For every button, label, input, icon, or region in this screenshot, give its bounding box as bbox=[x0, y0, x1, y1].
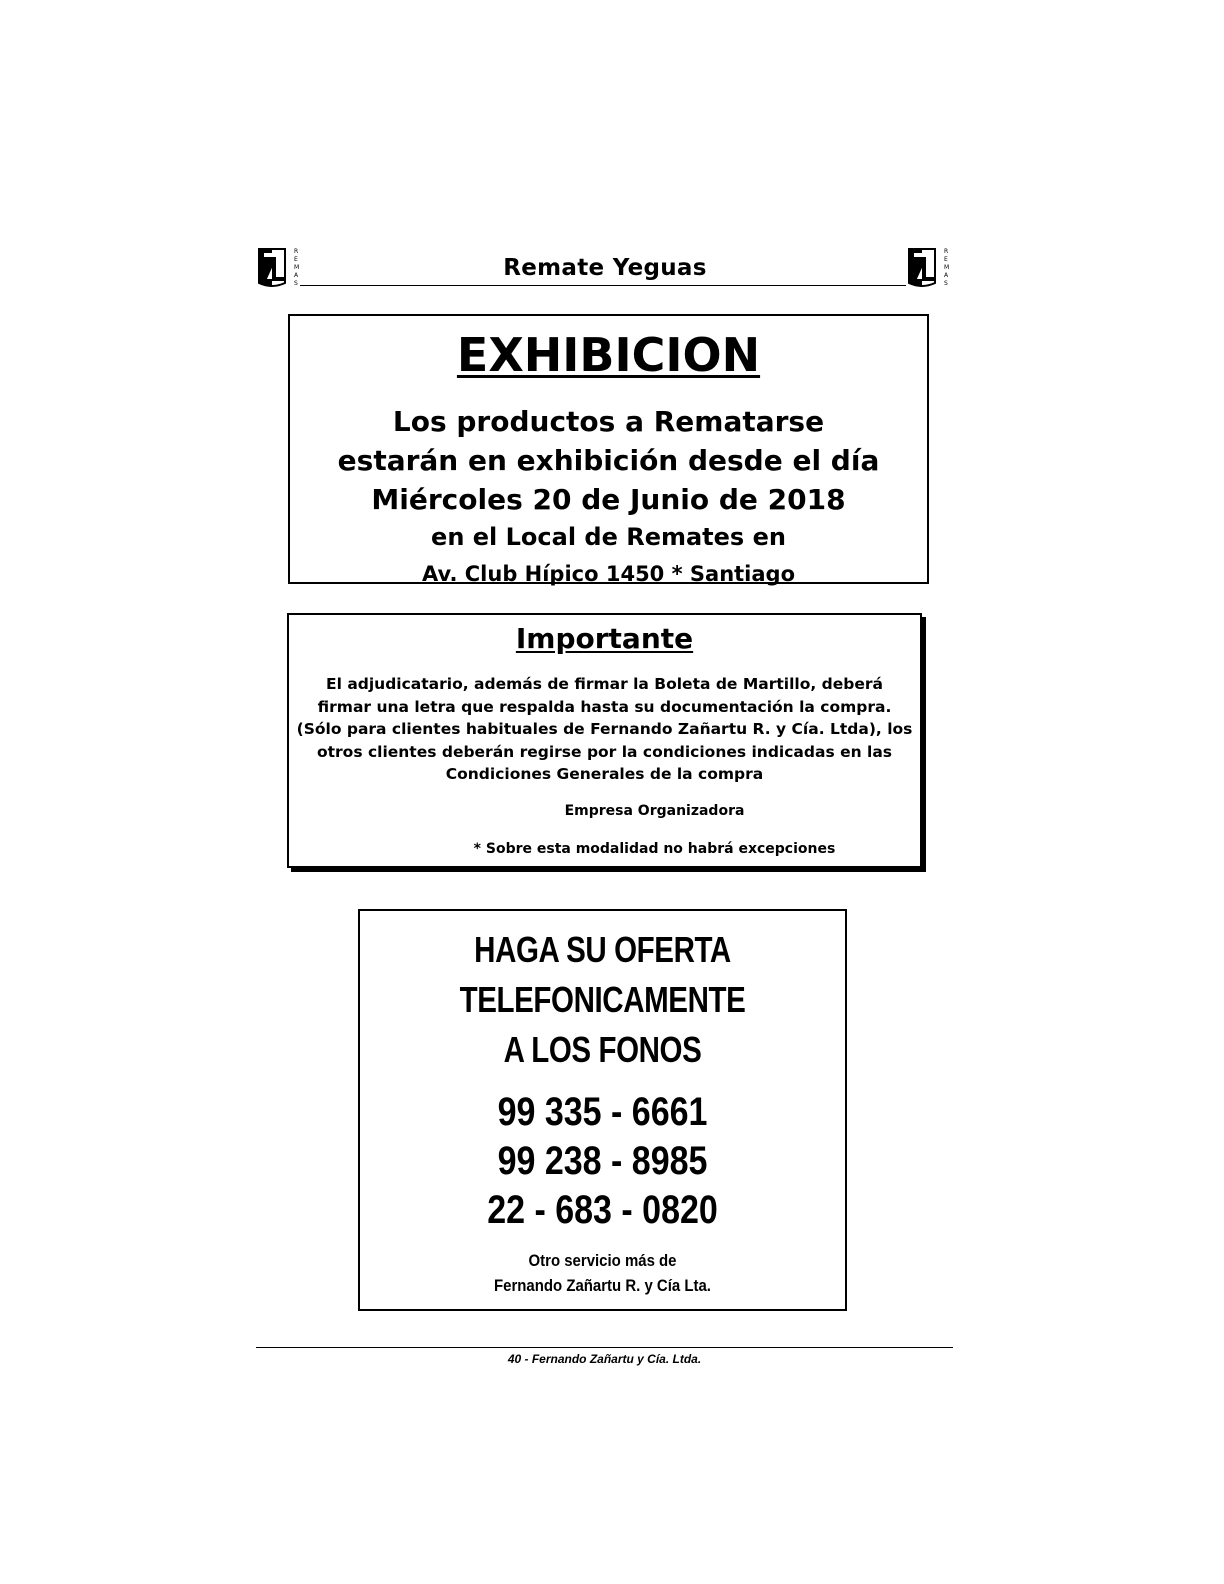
oferta-heading-line: A LOS FONOS bbox=[503, 1029, 702, 1070]
svg-text:R: R bbox=[294, 248, 299, 255]
phone-list bbox=[360, 1088, 845, 1235]
exhibicion-title: EXHIBICION bbox=[456, 328, 761, 382]
importante-note: * Sobre esta modalidad no habrá excepciones bbox=[473, 840, 836, 857]
oferta-footer bbox=[360, 1248, 845, 1298]
svg-text:E: E bbox=[944, 256, 948, 263]
oferta-footer-line: Fernando Zañartu R. y Cía Lta. bbox=[494, 1276, 711, 1295]
exhibicion-line: Los productos a Rematarse bbox=[392, 405, 825, 438]
oferta-box bbox=[358, 909, 847, 1311]
importante-box bbox=[287, 613, 922, 868]
phone-number: 22 - 683 - 0820 bbox=[487, 1188, 718, 1232]
importante-line: (Sólo para clientes habituales de Fernando Zañartu R. y Cía. Ltda), los bbox=[296, 720, 913, 738]
oferta-footer-line: Otro servicio más de bbox=[528, 1251, 677, 1270]
oferta-heading-line: TELEFONICAMENTE bbox=[459, 979, 746, 1020]
svg-text:M: M bbox=[294, 264, 300, 271]
exhibicion-date: Miércoles 20 de Junio de 2018 bbox=[371, 483, 846, 516]
importante-text bbox=[289, 673, 920, 786]
phone-number: 99 335 - 6661 bbox=[497, 1090, 708, 1134]
footer-rule bbox=[256, 1347, 953, 1348]
exhibicion-address: Av. Club Hípico 1450 * Santiago bbox=[421, 562, 796, 586]
importante-title: Importante bbox=[515, 622, 694, 655]
oferta-heading-line: HAGA SU OFERTA bbox=[474, 929, 731, 970]
phone-number: 99 238 - 8985 bbox=[497, 1139, 708, 1183]
svg-text:S: S bbox=[944, 280, 948, 287]
oferta-heading bbox=[360, 925, 845, 1075]
importante-line: otros clientes deberán regirse por la condiciones indicadas en las bbox=[316, 742, 893, 761]
page-title: Remate Yeguas bbox=[503, 255, 707, 281]
exhibicion-box bbox=[288, 314, 929, 584]
header-rule bbox=[300, 285, 906, 286]
svg-text:A: A bbox=[294, 272, 299, 279]
importante-line: El adjudicatario, además de firmar la Boleta de Martillo, deberá bbox=[326, 675, 883, 693]
svg-text:A: A bbox=[944, 272, 949, 279]
page-footer: 40 - Fernando Zañartu y Cía. Ltda. bbox=[507, 1352, 702, 1366]
svg-text:E: E bbox=[294, 256, 298, 263]
fz-remates-logo-icon bbox=[906, 243, 954, 289]
svg-text:R: R bbox=[944, 248, 949, 255]
svg-text:M: M bbox=[944, 264, 950, 271]
page-header bbox=[256, 243, 954, 289]
exhibicion-line: estarán en exhibición desde el día bbox=[337, 444, 880, 477]
importante-line: firmar una letra que respalda hasta su documentación la compra. bbox=[317, 697, 892, 716]
exhibicion-line: en el Local de Remates en bbox=[431, 523, 786, 551]
svg-text:S: S bbox=[294, 280, 298, 287]
importante-line: Condiciones Generales de la compra bbox=[445, 765, 764, 783]
importante-org: Empresa Organizadora bbox=[564, 802, 745, 819]
